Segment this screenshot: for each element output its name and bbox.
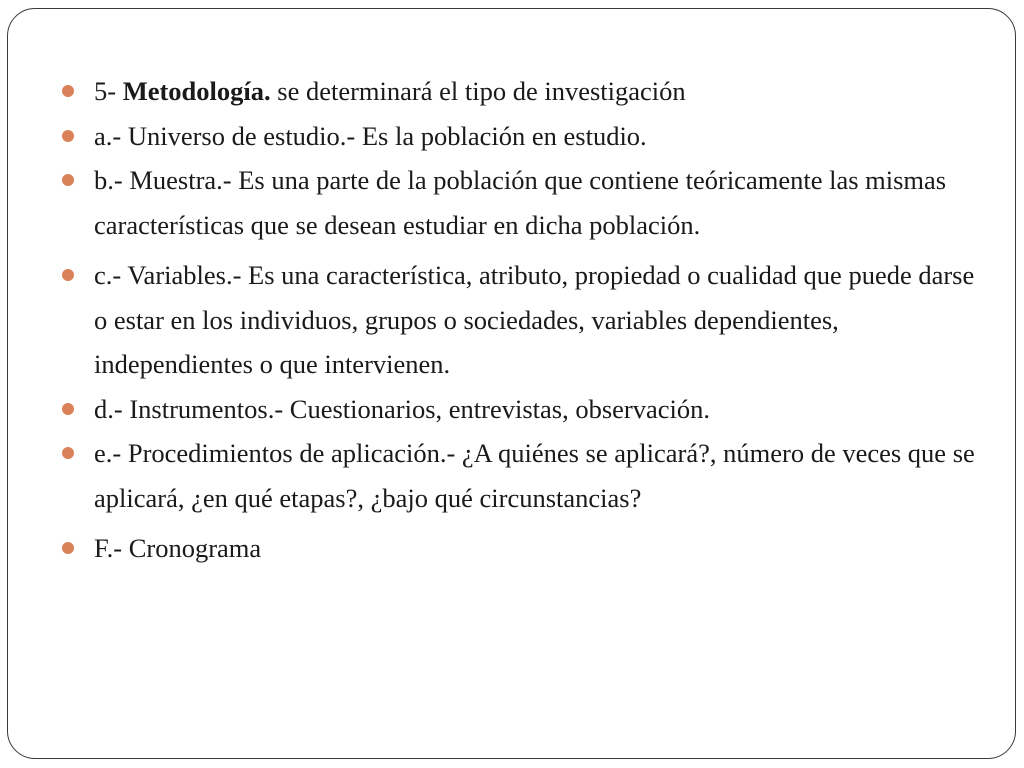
bullet-item-variables	[60, 253, 980, 387]
bullet-list	[60, 69, 980, 571]
bullet-dot-icon	[62, 130, 74, 142]
bullet-item-muestra	[60, 158, 980, 247]
bullet-dot-icon	[62, 269, 74, 281]
bullet-item-universo	[60, 114, 980, 159]
bullet-item-metodologia	[60, 69, 980, 114]
item-text: se determinará el tipo de investigación	[270, 76, 686, 106]
bullet-item-cronograma	[60, 526, 980, 571]
item-heading-bold: Metodología.	[122, 76, 271, 106]
bullet-item-procedimientos	[60, 431, 980, 520]
item-prefix: 5-	[94, 76, 123, 106]
item-text: F.- Cronograma	[94, 533, 262, 563]
bullet-dot-icon	[62, 447, 74, 459]
bullet-dot-icon	[62, 85, 74, 97]
item-text: c.- Variables.- Es una característica, atributo, propiedad o cualidad que puede darse o estar en los individuos, grupos o sociedades, variables dependientes, independientes o que intervienen.	[94, 260, 975, 379]
item-text: d.- Instrumentos.- Cuestionarios, entrevistas, observación.	[94, 393, 710, 424]
item-text: a.- Universo de estudio.- Es la población en estudio.	[94, 120, 647, 151]
slide-frame	[7, 8, 1016, 759]
bullet-dot-icon	[62, 403, 74, 415]
bullet-item-instrumentos	[60, 387, 980, 432]
bullet-dot-icon	[62, 542, 74, 554]
item-text: e.- Procedimientos de aplicación.- ¿A quiénes se aplicará?, número de veces que se aplicará, ¿en qué etapas?, ¿bajo qué circunstancias?	[94, 438, 975, 513]
item-text: b.- Muestra.- Es una parte de la población que contiene teóricamente las mismas características que se desean estudiar en dicha población.	[94, 165, 947, 240]
bullet-dot-icon	[62, 174, 74, 186]
